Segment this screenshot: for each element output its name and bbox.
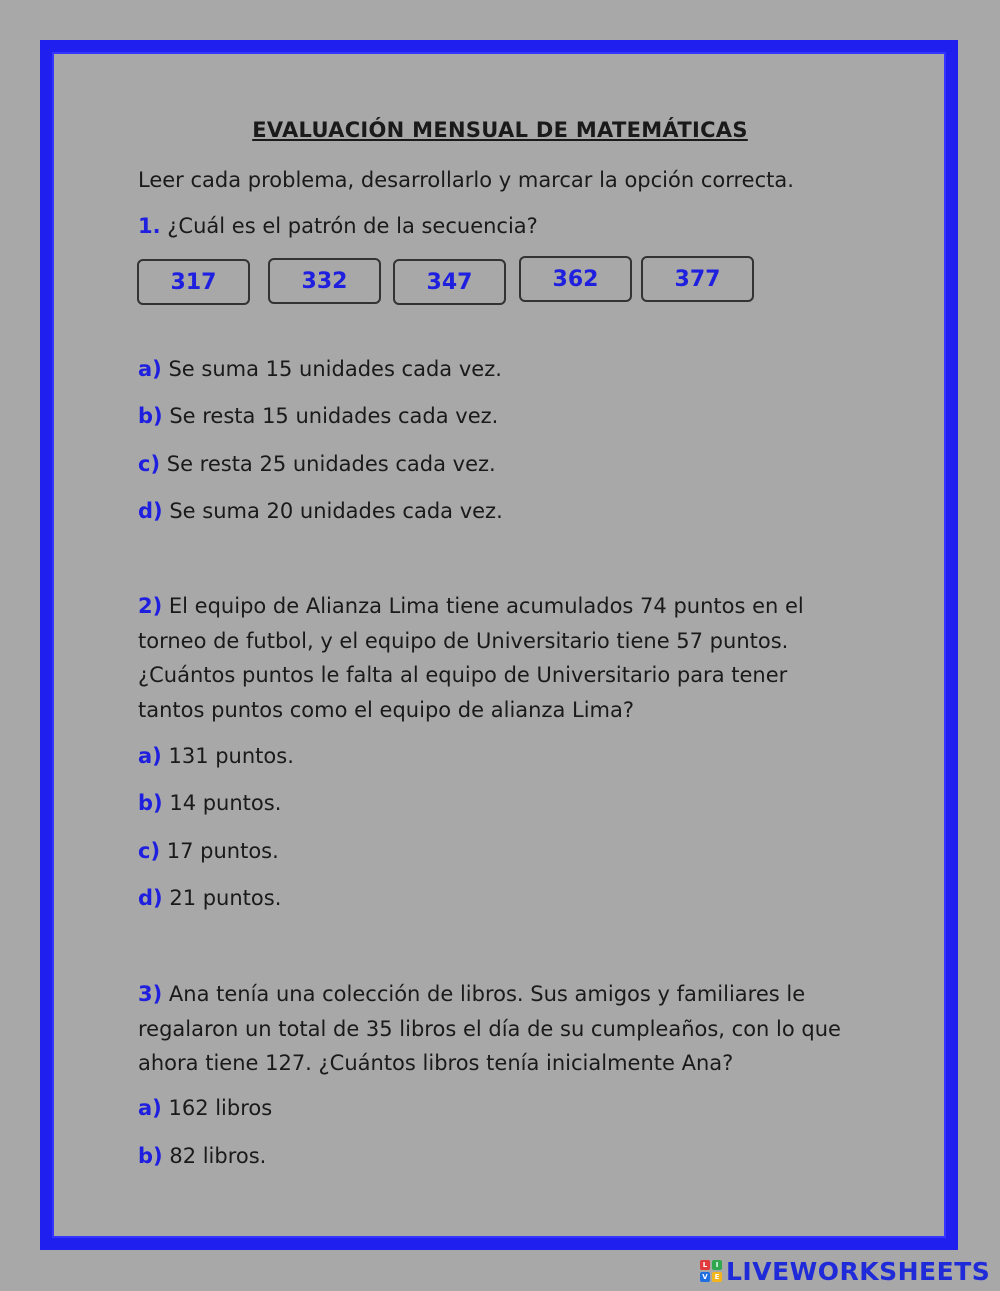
- option-text: 21 puntos.: [169, 886, 282, 910]
- instructions: Leer cada problema, desarrollarlo y marcar la opción correcta.: [138, 168, 794, 192]
- question-line: ¿Cuántos puntos le falta al equipo de Universitario para tener: [138, 663, 788, 687]
- option-1a[interactable]: [138, 357, 502, 381]
- option-label: b): [138, 404, 163, 428]
- logo-letter: V: [700, 1272, 710, 1282]
- question-3: [138, 977, 858, 1081]
- option-label: b): [138, 791, 163, 815]
- option-label: b): [138, 1144, 163, 1168]
- question-2: [138, 589, 858, 727]
- liveworksheets-logo: [700, 1256, 990, 1286]
- sequence-box: 317: [137, 259, 250, 305]
- question-line: torneo de futbol, y el equipo de Universitario tiene 57 puntos.: [138, 628, 789, 653]
- question-line: El equipo de Alianza Lima tiene acumulados 74 puntos en el: [168, 594, 804, 618]
- question-number: 1.: [138, 214, 161, 238]
- option-label: a): [138, 1096, 162, 1120]
- page-title: EVALUACIÓN MENSUAL DE MATEMÁTICAS: [252, 118, 748, 142]
- option-label: c): [138, 839, 161, 863]
- option-2d[interactable]: [138, 886, 281, 910]
- option-1d[interactable]: [138, 499, 503, 523]
- option-2c[interactable]: [138, 839, 279, 863]
- option-1c[interactable]: [138, 452, 496, 476]
- option-3a[interactable]: [138, 1096, 272, 1120]
- question-line: ahora tiene 127. ¿Cuántos libros tenía inicialmente Ana?: [138, 1051, 734, 1075]
- sequence-box: 347: [393, 259, 506, 305]
- logo-letter: L: [700, 1260, 710, 1270]
- logo-letter: E: [712, 1272, 722, 1282]
- option-text: 17 puntos.: [166, 839, 279, 863]
- option-3b[interactable]: [138, 1144, 266, 1168]
- question-1: [138, 214, 538, 238]
- logo-mark-icon: [700, 1260, 722, 1282]
- option-text: Se resta 15 unidades cada vez.: [169, 404, 499, 428]
- option-1b[interactable]: [138, 404, 498, 428]
- option-2a[interactable]: [138, 744, 294, 768]
- option-text: Se resta 25 unidades cada vez.: [166, 452, 496, 476]
- logo-letter: I: [712, 1260, 722, 1270]
- option-label: a): [138, 357, 162, 381]
- question-line: tantos puntos como el equipo de alianza Lima?: [138, 697, 635, 722]
- sequence-box: 377: [641, 256, 754, 302]
- option-text: Se suma 15 unidades cada vez.: [168, 357, 502, 381]
- question-line: Ana tenía una colección de libros. Sus amigos y familiares le: [168, 982, 806, 1006]
- logo-text: LIVEWORKSHEETS: [726, 1256, 991, 1286]
- option-text: 131 puntos.: [168, 744, 294, 768]
- option-label: c): [138, 452, 161, 476]
- question-number: 2): [138, 594, 163, 618]
- option-text: 82 libros.: [169, 1144, 267, 1168]
- option-2b[interactable]: [138, 791, 281, 815]
- sequence-box: 362: [519, 256, 632, 302]
- option-label: a): [138, 744, 162, 768]
- sequence-box: 332: [268, 258, 381, 304]
- question-text: ¿Cuál es el patrón de la secuencia?: [167, 214, 538, 238]
- option-text: 162 libros: [168, 1096, 273, 1120]
- option-text: Se suma 20 unidades cada vez.: [169, 499, 503, 523]
- option-label: d): [138, 886, 163, 910]
- question-number: 3): [138, 982, 163, 1006]
- option-label: d): [138, 499, 163, 523]
- option-text: 14 puntos.: [169, 791, 282, 815]
- question-line: regalaron un total de 35 libros el día de su cumpleaños, con lo que: [138, 1016, 841, 1041]
